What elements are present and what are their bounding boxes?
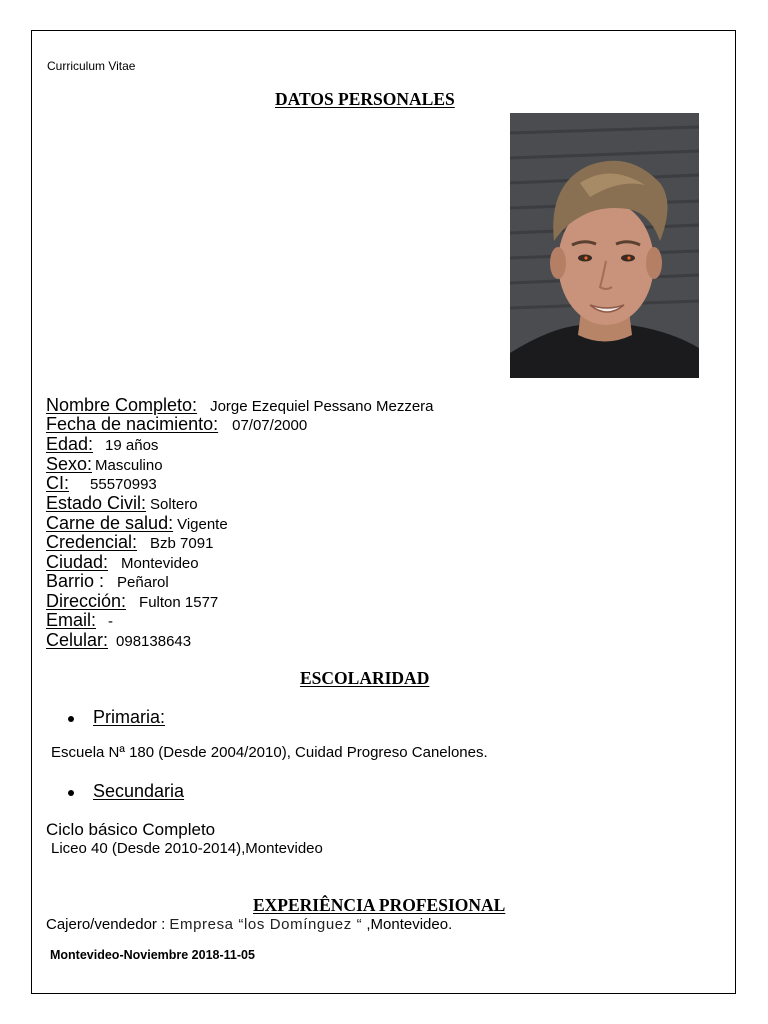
- field-row: [46, 395, 434, 416]
- section-heading-education: ESCOLARIDAD: [300, 668, 430, 688]
- field-value: 55570993: [90, 476, 157, 493]
- primary-title: Primaria:: [93, 707, 166, 727]
- field-row: [46, 552, 199, 573]
- secondary-detail: Liceo 40 (Desde 2010-2014),Montevideo: [51, 840, 323, 857]
- field-label: Sexo:: [46, 454, 93, 474]
- field-value: Montevideo: [121, 555, 199, 572]
- secondary-level: Ciclo básico Completo: [46, 820, 216, 839]
- field-label: CI:: [46, 473, 70, 493]
- field-value: 19 años: [105, 437, 159, 454]
- field-row: [46, 610, 113, 631]
- field-value: Bzb 7091: [150, 535, 214, 552]
- field-label: Email:: [46, 610, 97, 630]
- field-row: [46, 513, 228, 534]
- section-heading-personal: DATOS PERSONALES: [275, 89, 455, 109]
- field-value: Vigente: [177, 516, 228, 533]
- field-value: 07/07/2000: [232, 417, 308, 434]
- experience-location: ,Montevideo.: [362, 916, 453, 933]
- field-row: [46, 414, 307, 435]
- bullet-icon: [68, 790, 74, 796]
- field-value: Masculino: [95, 457, 163, 474]
- field-row: [46, 630, 191, 651]
- field-row: [46, 532, 213, 553]
- bullet-icon: [68, 716, 74, 722]
- footer-place-date: Montevideo-Noviembre 2018-11-05: [50, 948, 255, 962]
- field-value: -: [108, 613, 114, 630]
- primary-detail: Escuela Nª 180 (Desde 2004/2010), Cuidad Progreso Canelones.: [51, 744, 488, 761]
- experience-role: Cajero/vendedor :: [46, 916, 170, 933]
- profile-photo: [510, 113, 699, 378]
- field-label: Celular:: [46, 630, 109, 650]
- field-value: Jorge Ezequiel Pessano Mezzera: [210, 398, 434, 415]
- field-label: Edad:: [46, 434, 94, 454]
- secondary-title: Secundaria: [93, 781, 185, 801]
- field-label: Dirección:: [46, 591, 127, 611]
- field-label: Nombre Completo:: [46, 395, 198, 415]
- section-heading-experience: EXPERIÊNCIA PROFESIONAL: [253, 895, 506, 915]
- field-label: Fecha de nacimiento:: [46, 414, 219, 434]
- field-row: [46, 473, 157, 494]
- field-label: Barrio :: [46, 571, 105, 591]
- experience-company: Empresa “los Domínguez “: [169, 916, 363, 933]
- field-row: [46, 434, 158, 455]
- field-label: Credencial:: [46, 532, 138, 552]
- field-label: Ciudad:: [46, 552, 109, 572]
- experience-line: [46, 916, 452, 933]
- field-row: [46, 454, 163, 475]
- field-row: [46, 571, 169, 592]
- field-label: Estado Civil:: [46, 493, 147, 513]
- field-value: 098138643: [116, 633, 192, 650]
- doc-label: Curriculum Vitae: [47, 59, 136, 73]
- field-value: Peñarol: [117, 574, 169, 591]
- field-value: Fulton 1577: [139, 594, 219, 611]
- field-value: Soltero: [150, 496, 198, 513]
- field-row: [46, 591, 218, 612]
- field-row: [46, 493, 198, 514]
- field-label: Carne de salud:: [46, 513, 174, 533]
